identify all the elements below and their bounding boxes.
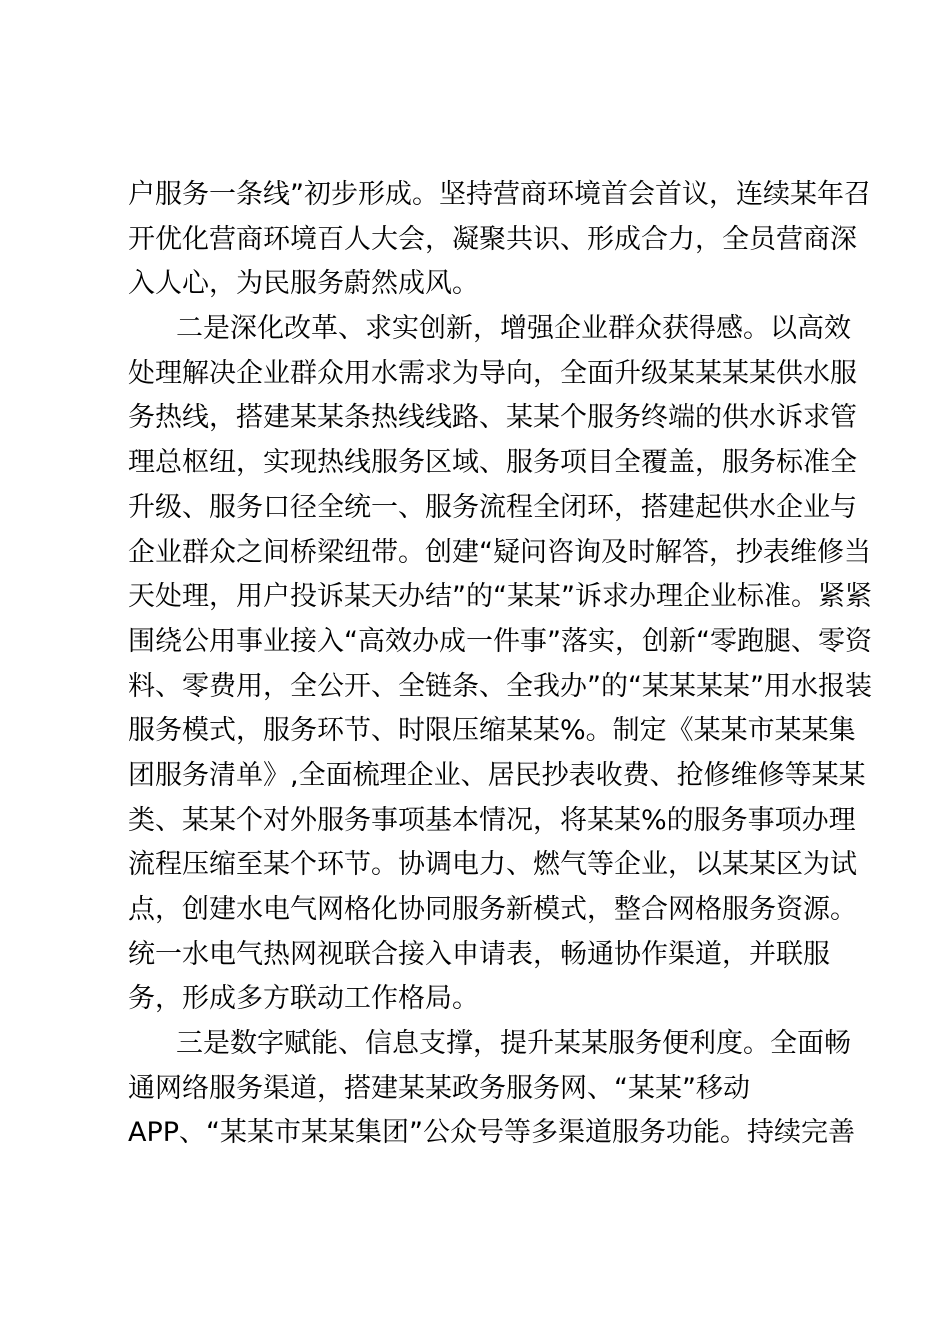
text-line: 流程压缩至某个环节。协调电力、燃气等企业，以某某区为试 [128,849,857,881]
text-line: 升级、服务口径全统一、服务流程全闭环，搭建起供水企业与 [128,491,857,523]
text-line: 料、零费用，全公开、全链条、全我办”的“某某某某”用水报装 [128,670,872,702]
paragraph-start-line: 三是数字赋能、信息支撑，提升某某服务便利度。全面畅 [176,1028,851,1060]
paragraph-start-line: 二是深化改革、求实创新，增强企业群众获得感。以高效 [176,313,851,345]
text-line: 天处理，用户投诉某天办结”的“某某”诉求办理企业标准。紧紧 [128,581,872,613]
text-line: 统一水电气热网视联合接入申请表，畅通协作渠道，并联服 [128,938,830,970]
text-line: 围绕公用事业接入“高效办成一件事”落实，创新“零跑腿、零资 [128,625,872,657]
text-line: 务，形成多方联动工作格局。 [128,983,479,1015]
text-line: 类、某某个对外服务事项基本情况，将某某%的服务事项办理 [128,804,856,836]
body-text [128,173,872,1156]
text-line: 服务模式，服务环节、时限压缩某某%。制定《某某市某某集 [128,715,856,747]
text-line: 处理解决企业群众用水需求为导向，全面升级某某某某供水服 [128,357,857,389]
text-line: 团服务清单》,全面梳理企业、居民抄表收费、抢修维修等某某 [128,759,866,791]
text-line: 户服务一条线”初步形成。坚持营商环境首会首议，连续某年召 [128,179,871,210]
text-line: APP、“某某市某某集团”公众号等多渠道服务功能。持续完善 [128,1117,856,1149]
text-line: 通网络服务渠道，搭建某某政务服务网、“某某”移动 [128,1072,750,1104]
text-line: 开优化营商环境百人大会，凝聚共识、形成合力，全员营商深 [128,223,857,255]
text-line: 点，创建水电气网格化协同服务新模式，整合网格服务资源。 [128,894,857,925]
text-line: 企业群众之间桥梁纽带。创建“疑问咨询及时解答，抄表维修当 [128,536,871,568]
text-line: 入人心，为民服务蔚然成风。 [128,268,479,300]
text-line: 务热线，搭建某某条热线线路、某某个服务终端的供水诉求管 [128,402,857,434]
text-line: 理总枢纽，实现热线服务区域、服务项目全覆盖，服务标准全 [128,447,857,479]
